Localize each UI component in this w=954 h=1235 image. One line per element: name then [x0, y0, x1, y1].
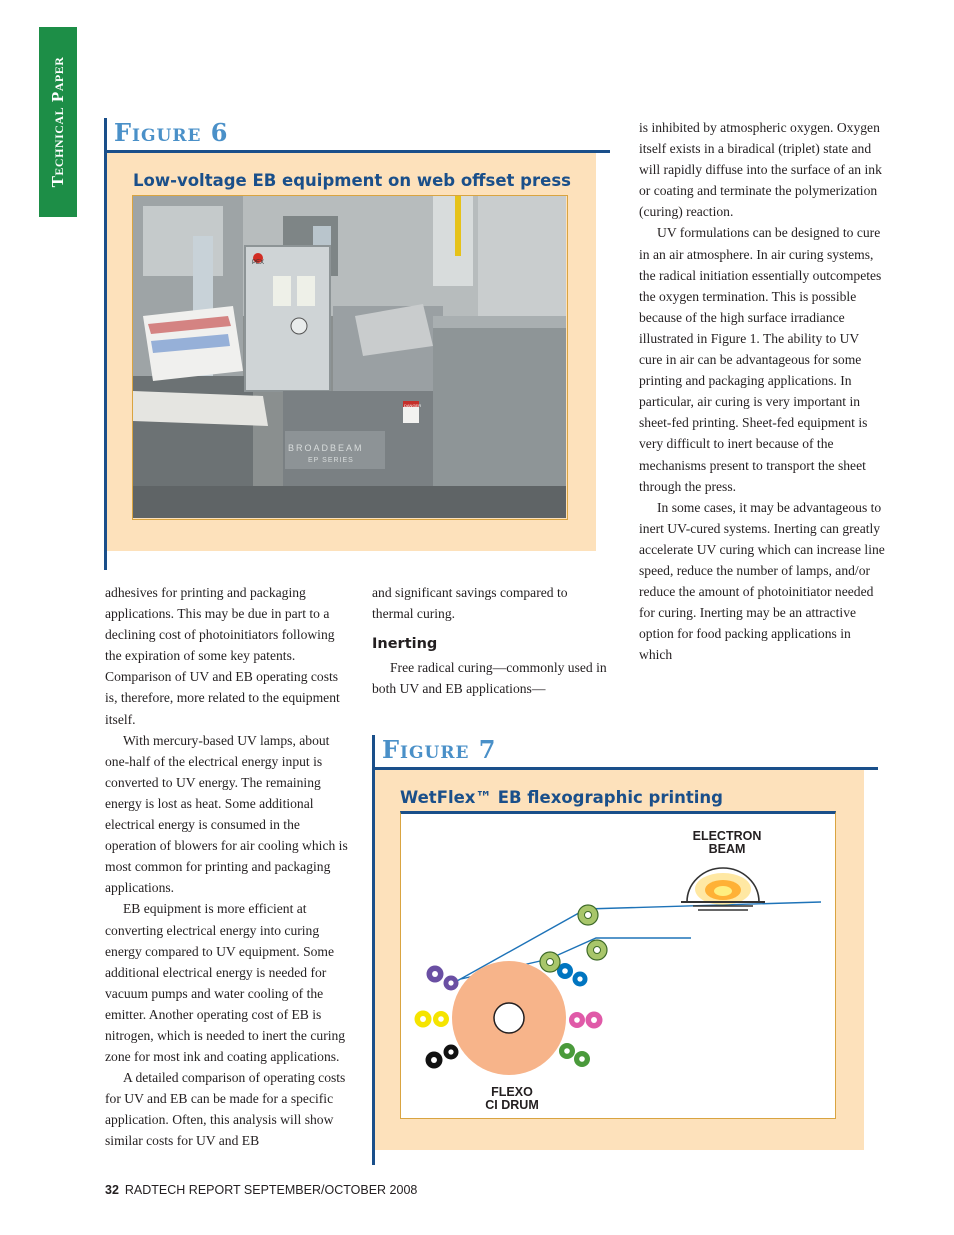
text-column-1	[105, 582, 351, 1152]
col1-paragraph-3: EB equipment is more efficient at converting electrical energy into curing energy compared to UV equipment. Some additional electrical energy is needed for vacuum pumps and water cooling of the emitter. Another operating cost of EB is nitrogen, which is needed to inert the curing zone for most ink and coating applications.	[105, 901, 346, 1065]
roller-light-green-3	[578, 905, 598, 925]
figure7-caption: WetFlex™ EB flexographic printing	[400, 788, 723, 807]
roller-light-green-1	[540, 952, 560, 972]
figure7-diagram	[400, 811, 836, 1119]
photo-danger-text: DANGER	[404, 403, 422, 408]
text-column-2	[372, 582, 612, 699]
roller-pink	[569, 1012, 603, 1029]
electron-beam-label-2: BEAM	[708, 842, 746, 856]
inerting-heading: Inerting	[372, 636, 438, 653]
col2-paragraph-2: Free radical curing—commonly used in both UV and EB applications—	[372, 660, 607, 697]
photo-series-text: EP SERIES	[308, 457, 354, 464]
col1-paragraph-2: With mercury-based UV lamps, about one-half of the electrical energy input is converted to UV energy. The remaining energy is lost as heat. Some additional electrical energy is consumed in the operation of blowers for air cooling which is most common for printing and packaging applications.	[105, 732, 348, 896]
roller-yellow	[415, 1011, 450, 1028]
page-number: 32	[105, 1183, 119, 1197]
photo-brand-text: BROADBEAM	[288, 443, 364, 453]
eb-equipment-photo	[133, 196, 566, 518]
flexo-diagram-svg	[401, 814, 834, 1118]
drum-label-1: FLEXO	[491, 1085, 533, 1099]
drum-label-2: CI DRUM	[485, 1098, 539, 1112]
page-footer	[105, 1183, 417, 1197]
col1-paragraph-1: adhesives for printing and packaging applications. This may be due in part to a declining cost of photoinitiators following the expiration of some key patents. Comparison of UV and EB operating costs is, therefore, more related to the equipment itself.	[105, 585, 340, 727]
col3-paragraph-1: is inhibited by atmospheric oxygen. Oxygen itself exists in a biradical (triplet) state and will rapidly diffuse into the surface of an ink or coating and terminate the polymerization (curing) reaction.	[639, 120, 882, 220]
col3-paragraph-3: In some cases, it may be advantageous to inert UV-cured systems. Inerting can greatly accelerate UV curing which can increase line speed, reduce the number of lamps, and/or reduce the amount of photoinitiator needed for curing. Inerting may be an attractive option for food packing applications in which	[639, 499, 885, 663]
drum-hub	[494, 1003, 524, 1033]
figure6-caption: Low-voltage EB equipment on web offset press	[133, 171, 571, 190]
footer-text: RADTECH REPORT SEPTEMBER/OCTOBER 2008	[124, 1183, 418, 1197]
figure7-title: Figure 7	[382, 735, 497, 764]
col3-paragraph-2: UV formulations can be designed to cure in an air atmosphere. In air curing systems, the radical initiation essentially outcompetes the oxygen termination. This is possible because of the high surface irradiance illustrated in Figure 1. The ability to UV cure in air can be advantageous for some printing and packaging applications. In particular, air curing is very important in sheet-fed printing. Sheet-fed equipment is very difficult to inert because of the mechanisms present to transport the sheet through the press.	[639, 225, 882, 494]
photo-pex-text: PEX	[252, 260, 265, 266]
section-tab-label: Technical Paper	[48, 56, 67, 188]
figure6-title: Figure 6	[114, 118, 229, 147]
text-column-3	[639, 117, 885, 665]
electron-beam-label-1: ELECTRON	[692, 829, 762, 843]
section-tab	[39, 27, 77, 217]
roller-purple	[427, 966, 459, 991]
col1-paragraph-4: A detailed comparison of operating costs for UV and EB can be made for a specific application. Often, this analysis will show similar costs for UV and EB	[105, 1070, 346, 1149]
roller-green	[559, 1043, 590, 1067]
figure6-photo	[132, 195, 568, 520]
roller-light-green-2	[587, 940, 607, 960]
roller-black	[426, 1045, 459, 1069]
roller-blue	[557, 963, 588, 987]
col2-paragraph-1: and significant savings compared to thermal curing.	[372, 585, 568, 622]
